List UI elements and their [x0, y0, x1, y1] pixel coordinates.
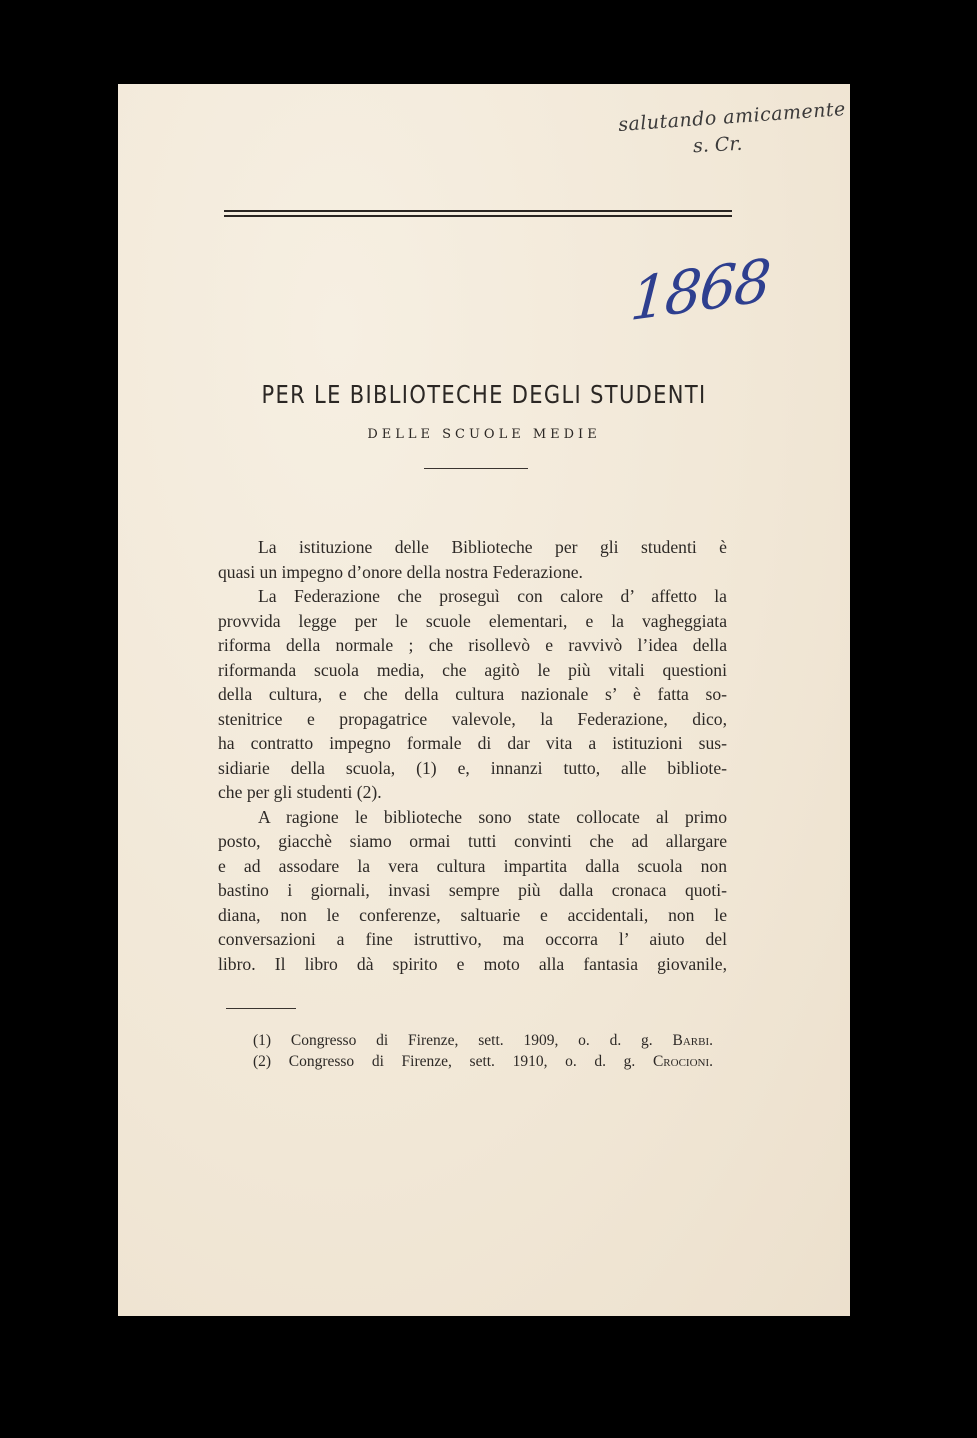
footnote-text: (1) Congresso di Firenze, sett. 1909, o. d. g. — [253, 1032, 653, 1049]
document-subtitle: DELLE SCUOLE MEDIE — [367, 427, 601, 442]
body-line: riformanda scuola media, che agitò le più vitali questioni — [218, 659, 727, 680]
body-line: ha contratto impegno formale di dar vita a istituzioni sus- — [218, 733, 727, 753]
handwritten-signature: s. Cr. — [692, 132, 743, 158]
document-title: PER LE BIBLIOTECHE DEGLI STUDENTI — [261, 380, 707, 409]
body-line: sidiarie della scuola, (1) e, innanzi tutto, alle bibliote- — [218, 757, 727, 778]
body-line: stenitrice e propagatrice valevole, la Federazione, dico, — [218, 708, 727, 729]
body-line: La istituzione delle Biblioteche per gli studenti è — [258, 537, 727, 557]
footnote-text: (2) Congresso di Firenze, sett. 1910, o. d. g. — [253, 1053, 636, 1070]
footnote-author: Crocioni. — [652, 1053, 714, 1070]
body-text — [218, 535, 727, 976]
body-line: conversazioni a fine istruttivo, ma occorra l’ aiuto del — [218, 929, 727, 949]
title-divider — [424, 468, 528, 469]
footnote-author: Barbi. — [672, 1032, 714, 1049]
body-line: riforma della normale ; che risollevò e ravvivò l’idea della — [218, 635, 727, 655]
body-line: quasi un impegno d’onore della nostra Federazione. — [218, 561, 583, 582]
footnote-divider — [226, 1008, 296, 1009]
header-double-rule — [224, 210, 732, 217]
body-line: e ad assodare la vera cultura impartita dalla scuola non — [218, 855, 727, 876]
handwritten-dedication: salutando amicamente — [617, 98, 847, 136]
body-line: A ragione le biblioteche sono state collocate al primo — [258, 806, 727, 827]
body-line: La Federazione che proseguì con calore d’ affetto la — [258, 586, 727, 606]
body-line: della cultura, e che della cultura nazionale s’ è fatta so- — [218, 684, 727, 704]
footnote — [253, 1030, 713, 1051]
body-line: che per gli studenti (2). — [218, 782, 382, 802]
body-line: provvida legge per le scuole elementari, e la vagheggiata — [218, 610, 727, 631]
body-line: diana, non le conferenze, saltuarie e accidentali, non le — [218, 904, 727, 925]
body-line: posto, giacchè siamo ormai tutti convinti che ad allargare — [218, 831, 727, 851]
handwritten-catalog-number: 1868 — [628, 245, 772, 335]
document-page — [118, 84, 850, 1316]
footnotes — [253, 1030, 713, 1072]
body-line: bastino i giornali, invasi sempre più dalla cronaca quoti- — [218, 880, 727, 900]
footnote — [253, 1051, 713, 1072]
body-line: libro. Il libro dà spirito e moto alla fantasia giovanile, — [218, 953, 727, 974]
